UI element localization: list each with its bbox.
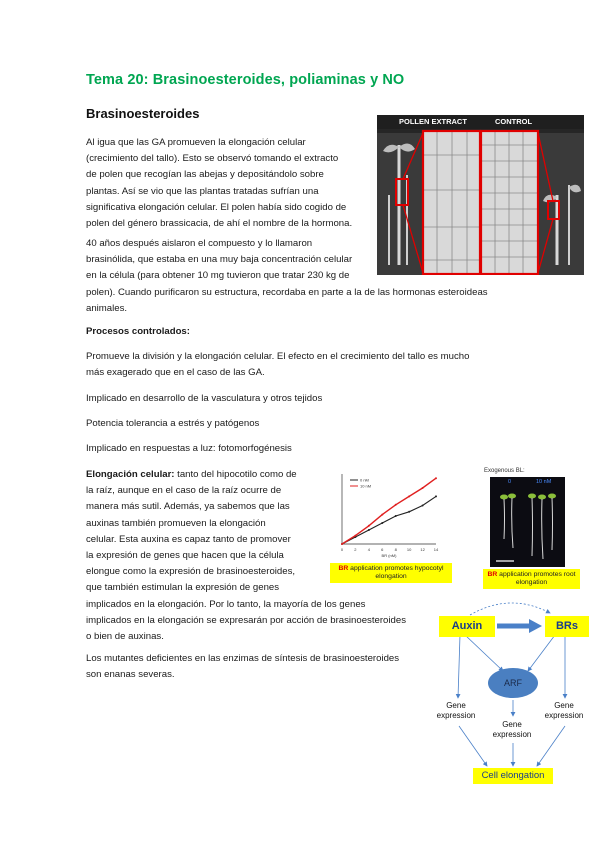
data-point <box>381 514 383 516</box>
paragraph-1 <box>86 135 371 232</box>
elongation-diagram <box>425 598 590 790</box>
x-tick-label: 0 <box>340 547 344 552</box>
text-line: que también estimulan la expresión de genes <box>86 582 280 594</box>
hypocotyl-chart <box>320 466 442 558</box>
text-line: implicados en la elongación. Por lo tanto, la mayoría de los genes <box>86 598 366 610</box>
text-line: Promueve la división y la elongación celular. El efecto en el crecimiento del tallo es mucho <box>86 351 470 362</box>
x-tick-label: 10 <box>406 547 412 552</box>
text-line: la expresión de genes que hacen que la célula <box>86 550 284 562</box>
paragraph-6: Implicado en respuestas a luz: fotomorfogénesis <box>86 443 292 454</box>
roots-header: Exogenous BL: <box>484 468 525 474</box>
pollen-photo-graphic <box>377 115 584 275</box>
x-tick-label: 8 <box>394 547 397 552</box>
text-line: Elongación celular: tanto del hipocotilo como de <box>86 469 297 480</box>
text-line: polen del género brassicacia, de ahí el nombre de la hormona. <box>86 218 353 230</box>
text-line: polen). Cuando purificaron su estructura, recordaba en parte a la de las hormonas esteroideas <box>86 286 488 298</box>
roots-label-0: 0 <box>508 479 512 485</box>
text-line: significativa elongación celular. El polen había sido cogido de <box>86 201 347 213</box>
caption-br: BR <box>338 565 349 572</box>
text-line: en la célula (para obtener 10 mg tuvieron que tratar 230 kg de <box>86 270 350 282</box>
text-line: manera más sutil. Además, ya sabemos que las <box>86 501 290 513</box>
data-point <box>422 505 424 507</box>
data-point <box>368 529 370 531</box>
data-point <box>408 511 410 513</box>
gene-expression-mid: Gene expression <box>492 720 532 739</box>
legend-label: 0 nM <box>360 477 369 483</box>
page-title: Tema 20: Brasinoesteroides, poliaminas y NO <box>86 72 405 88</box>
elongation-label: Elongación celular: <box>86 469 175 480</box>
data-point <box>381 522 383 524</box>
roots-caption <box>483 569 580 589</box>
text-line: de polen que recogían las abejas y depositándolo sobre <box>86 169 324 181</box>
roots-label-10: 10 nM <box>536 479 552 485</box>
text-line: 40 años después aislaron el compuesto y lo llamaron <box>86 238 313 249</box>
text-line: son enanas severas. <box>86 669 175 681</box>
caption-text: application promotes hypocotyl elongation <box>348 565 444 580</box>
hypocotyl-caption <box>330 563 452 583</box>
arf-ellipse: ARF <box>488 668 538 698</box>
auxin-box: Auxin <box>439 616 495 637</box>
paragraph-4: Implicado en desarrollo de la vasculatura y otros tejidos <box>86 393 323 404</box>
data-point <box>395 504 397 506</box>
cell-elongation-box: Cell elongation <box>473 768 553 784</box>
legend-label: 10 nM <box>360 483 372 489</box>
data-point <box>368 525 370 527</box>
photo-label-pollen: POLLEN EXTRACT <box>399 117 467 126</box>
text-line: celular. Esta auxina es capaz tanto de promover <box>86 533 291 545</box>
text-line: auxinas también promueven la elongación <box>86 517 266 529</box>
brs-box: BRs <box>545 616 589 637</box>
text-line: más exagerado que en el caso de las GA. <box>86 367 265 379</box>
data-point <box>354 535 356 537</box>
caption-text: application promotes root elongation <box>497 571 576 586</box>
paragraph-3 <box>86 349 526 381</box>
procesos-heading: Procesos controlados: <box>86 326 190 337</box>
data-point <box>395 515 397 517</box>
data-point <box>435 477 437 479</box>
x-tick-label: 14 <box>433 547 439 552</box>
caption-br: BR <box>487 571 498 578</box>
text-line: implicados en la elongación se expresarán por acción de brasinoesteroides <box>86 614 406 626</box>
text-line: Los mutantes deficientes en las enzimas de síntesis de brasinoesteroides <box>86 653 400 664</box>
x-tick-label: 2 <box>354 547 357 552</box>
roots-photo <box>490 477 565 567</box>
pollen-extract-photo <box>377 115 584 275</box>
x-tick-label: 12 <box>420 547 425 552</box>
gene-expression-left: Gene expression <box>436 701 476 720</box>
data-point <box>341 543 343 545</box>
text-line: o bien de auxinas. <box>86 631 164 643</box>
hypocotyl-graph <box>320 466 442 558</box>
roots-photo-graphic <box>490 477 565 567</box>
text-line: animales. <box>86 302 128 314</box>
text-line: brasinólida, que estaba en una muy baja concentración celular <box>86 254 353 266</box>
data-point <box>422 487 424 489</box>
data-point <box>408 495 410 497</box>
gene-expression-right: Gene expression <box>544 701 584 720</box>
text-line: la raíz, aunque en el caso de la raíz ocurre de <box>86 485 282 497</box>
section-heading: Brasinoesteroides <box>86 106 200 121</box>
data-point <box>435 495 437 497</box>
text-line: elongue como la expresión de brasinoesteroides, <box>86 566 296 578</box>
text-line: Al igua que las GA promueven la elongación celular <box>86 137 306 148</box>
x-axis-label: BR (nM) <box>381 553 397 558</box>
x-tick-label: 6 <box>381 547 384 552</box>
text-line: (crecimiento del tallo). Esto se observó tomando el extracto <box>86 153 339 165</box>
text-line: plantas. Así se vio que las plantas tratadas sufrían una <box>86 185 319 197</box>
x-tick-label: 4 <box>367 547 370 552</box>
photo-label-control: CONTROL <box>495 117 533 126</box>
paragraph-5: Potencia tolerancia a estrés y patógenos <box>86 418 260 429</box>
paragraph-8 <box>86 651 446 683</box>
